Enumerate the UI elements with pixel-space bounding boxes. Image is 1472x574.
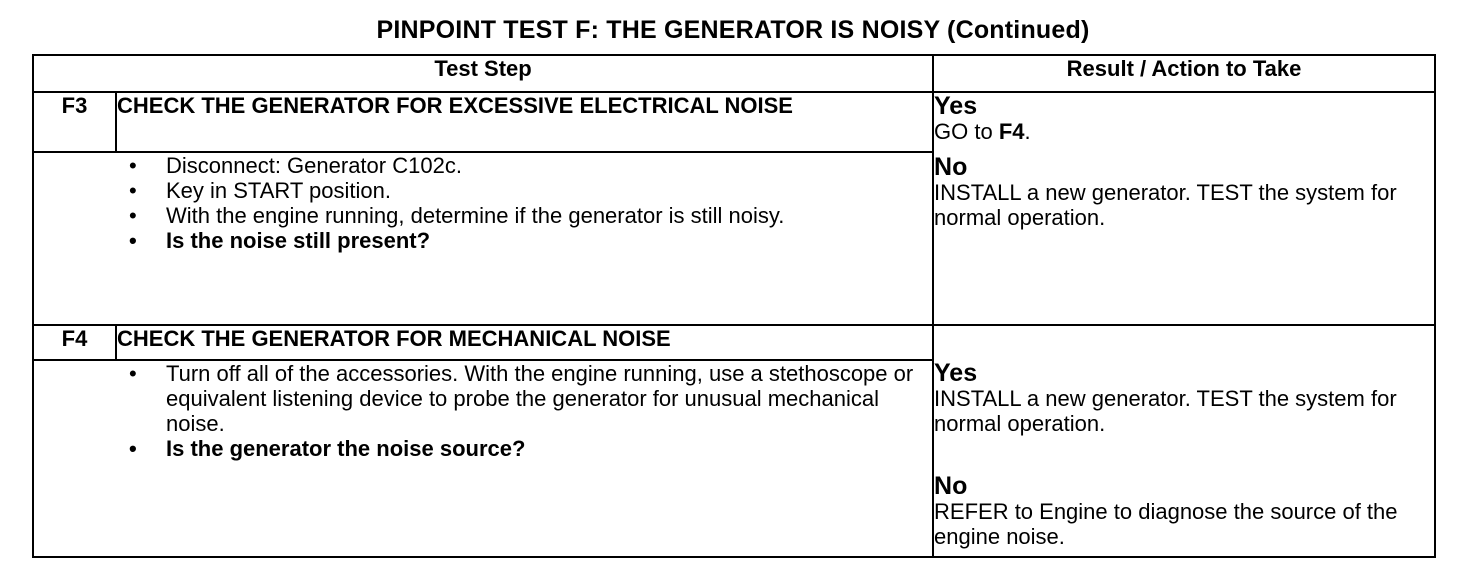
- result-yes-action: GO to F4.: [934, 119, 1031, 144]
- result-no-action: REFER to Engine to diagnose the source of the engine noise.: [934, 499, 1398, 549]
- instruction-list: [34, 361, 932, 461]
- step-instructions: [33, 152, 933, 325]
- page-title: PINPOINT TEST F: THE GENERATOR IS NOISY (Continued): [376, 16, 1090, 44]
- result-yes-label: Yes: [934, 92, 978, 120]
- step-reference-link[interactable]: F4: [998, 119, 1025, 144]
- step-row-f3-title: [33, 92, 1435, 152]
- header-row: [33, 55, 1435, 92]
- list-item-question: • Is the noise still present?: [129, 228, 431, 253]
- step-id: F3: [33, 92, 116, 152]
- result-cell-f4: [933, 325, 1435, 557]
- result-yes-action: INSTALL a new generator. TEST the system for normal operation.: [934, 386, 1397, 436]
- result-no-label: No: [934, 153, 968, 181]
- list-item: • Disconnect: Generator C102c.: [129, 153, 462, 178]
- step-row-f4-title: [33, 325, 1435, 360]
- step-instructions: [33, 360, 933, 557]
- list-item-question: • Is the generator the noise source?: [129, 436, 526, 461]
- step-title: CHECK THE GENERATOR FOR EXCESSIVE ELECTRICAL NOISE: [116, 92, 933, 152]
- result-no-action: INSTALL a new generator. TEST the system for normal operation.: [934, 180, 1397, 230]
- header-test-step: Test Step: [33, 55, 933, 92]
- header-result: Result / Action to Take: [933, 55, 1435, 92]
- step-id: F4: [33, 325, 116, 360]
- step-title: CHECK THE GENERATOR FOR MECHANICAL NOISE: [116, 325, 933, 360]
- list-item: • With the engine running, determine if the generator is still noisy.: [129, 203, 785, 228]
- result-yes-label: Yes: [934, 359, 978, 387]
- list-item: • Key in START position.: [129, 178, 391, 203]
- pinpoint-test-table: [32, 54, 1436, 558]
- result-cell-f3: [933, 92, 1435, 325]
- result-no-label: No: [934, 472, 968, 500]
- instruction-list: [34, 153, 932, 253]
- list-item: • Turn off all of the accessories. With the engine running, use a stethoscope or equivalent listening device to probe the generator for unusual mechanical noise.: [129, 361, 914, 436]
